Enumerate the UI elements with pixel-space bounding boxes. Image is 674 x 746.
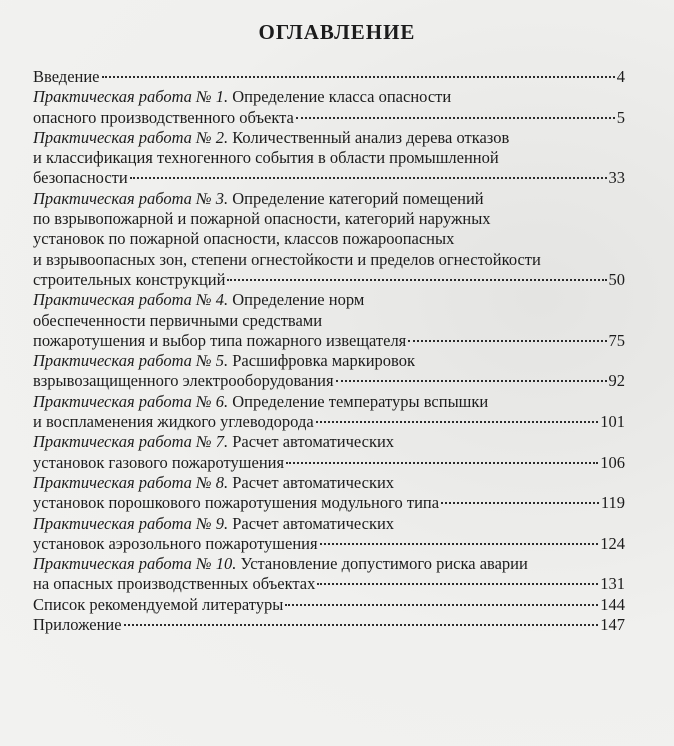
toc-line [33, 432, 625, 452]
toc-line [33, 412, 625, 432]
toc-label: Практическая работа № 6. [33, 391, 229, 411]
toc-entry [33, 189, 625, 290]
page-number: 119 [600, 493, 625, 513]
toc-line [33, 270, 625, 290]
toc-label: Практическая работа № 8. [33, 472, 229, 492]
toc-label: Практическая работа № 3. [33, 188, 229, 208]
page-number: 50 [608, 269, 625, 289]
toc-entry [33, 290, 625, 351]
toc-line [33, 209, 625, 229]
toc-text: и классификация техногенного события в области промышленной [33, 148, 499, 168]
toc-text: и взрывоопасных зон, степени огнестойкости и пределов огнестойкости [33, 249, 541, 269]
toc-entry [33, 615, 625, 635]
toc-line [33, 148, 625, 168]
toc-text: по взрывопожарной и пожарной опасности, категорий наружных [33, 209, 491, 229]
dot-leader [286, 461, 598, 464]
toc-text: обеспеченности первичными средствами [33, 310, 323, 330]
toc-line [33, 534, 625, 554]
dot-leader [102, 75, 615, 78]
dot-leader [296, 116, 615, 119]
toc-line [33, 473, 625, 493]
toc-text: Установление допустимого риска аварии [240, 554, 528, 574]
toc-label: Практическая работа № 2. [33, 127, 229, 147]
toc-entry [33, 473, 625, 514]
toc-line [33, 331, 625, 351]
toc-text: установок газового пожаротушения [33, 452, 285, 472]
page-number: 33 [608, 168, 625, 188]
dot-leader [336, 379, 607, 382]
toc-line [33, 250, 625, 270]
toc-text: установок порошкового пожаротушения модульного типа [33, 493, 440, 513]
page-number: 144 [600, 594, 625, 614]
toc-text: Расшифровка маркировок [232, 351, 415, 371]
page-title: ОГЛАВЛЕНИЕ [258, 20, 416, 44]
page-number: 101 [600, 412, 625, 432]
toc-line [33, 554, 625, 574]
toc-entry [33, 554, 625, 595]
toc-line [33, 311, 625, 331]
toc-entry [33, 432, 625, 473]
toc-text: Введение [33, 67, 100, 86]
toc-text: Расчет автоматических [232, 432, 395, 452]
dot-leader [124, 623, 599, 626]
toc-line [33, 87, 625, 107]
toc-text: Количественный анализ дерева отказов [232, 127, 510, 147]
toc-text: взрывозащищенного электрооборудования [33, 371, 334, 391]
toc-text: Расчет автоматических [232, 472, 395, 492]
toc-text: Расчет автоматических [232, 513, 395, 533]
toc-line [33, 168, 625, 188]
toc-line [33, 108, 625, 128]
toc-label: Практическая работа № 1. [33, 87, 229, 107]
toc-entry [33, 514, 625, 555]
toc-entry [33, 392, 625, 433]
toc-line [33, 189, 625, 209]
toc-label: Практическая работа № 5. [33, 351, 229, 371]
toc-text: строительных конструкций [33, 269, 226, 289]
toc-text: установок по пожарной опасности, классов пожароопасных [33, 229, 455, 249]
toc-text: на опасных производственных объектах [33, 574, 316, 594]
dot-leader [130, 176, 607, 179]
toc-entry [33, 67, 625, 87]
page-number: 147 [600, 615, 625, 635]
page-number: 106 [600, 452, 625, 472]
toc-text: Список рекомендуемой литературы [33, 594, 284, 614]
toc-line [33, 371, 625, 391]
toc-text: Определение температуры вспышки [232, 391, 489, 411]
toc-label: Практическая работа № 10. [33, 554, 237, 574]
toc-text: и воспламенения жидкого углеводорода [33, 412, 314, 432]
toc-text: опасного производственного объекта [33, 107, 294, 127]
toc-line [33, 514, 625, 534]
toc-entry [33, 128, 625, 189]
dot-leader [227, 278, 606, 281]
toc-text: Определение норм [232, 290, 365, 310]
toc-text: Определение категорий помещений [232, 188, 484, 208]
toc-text: установок аэрозольного пожаротушения [33, 533, 318, 553]
toc-line [33, 392, 625, 412]
dot-leader [316, 420, 599, 423]
dot-leader [408, 339, 606, 342]
toc-line [33, 493, 625, 513]
toc-label: Практическая работа № 9. [33, 513, 229, 533]
toc-entry [33, 351, 625, 392]
toc-line [33, 574, 625, 594]
toc-line [33, 351, 625, 371]
toc-label: Практическая работа № 7. [33, 432, 229, 452]
dot-leader [320, 542, 599, 545]
page-number: 5 [616, 107, 625, 127]
toc-line [33, 290, 625, 310]
page-number: 92 [608, 371, 625, 391]
page-number: 75 [608, 330, 625, 350]
page-number: 4 [616, 67, 625, 86]
toc-line [33, 128, 625, 148]
toc-label: Практическая работа № 4. [33, 290, 229, 310]
toc-line [33, 67, 625, 87]
dot-leader [285, 603, 598, 606]
page-number: 131 [600, 574, 625, 594]
toc-line [33, 615, 625, 635]
dot-leader [317, 582, 598, 585]
toc-text: пожаротушения и выбор типа пожарного извещателя [33, 330, 407, 350]
dot-leader [441, 501, 599, 504]
page-number: 124 [600, 533, 625, 553]
toc-line [33, 595, 625, 615]
table-of-contents [33, 67, 625, 635]
toc-line [33, 229, 625, 249]
toc-text: безопасности [33, 168, 128, 188]
toc-entry [33, 87, 625, 128]
toc-line [33, 453, 625, 473]
toc-text: Определение класса опасности [232, 87, 452, 107]
toc-text: Приложение [33, 615, 122, 635]
toc-entry [33, 595, 625, 615]
